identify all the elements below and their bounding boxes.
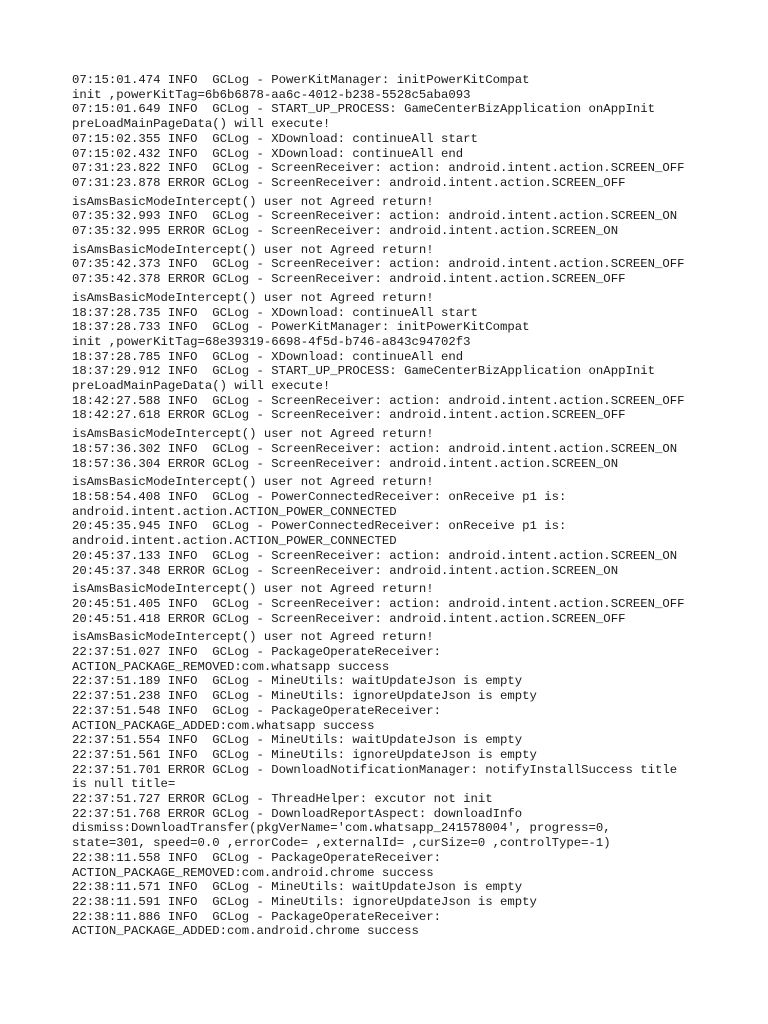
log-line: 18:42:27.588 INFO GCLog - ScreenReceiver: action: android.intent.action.SCREEN_OFF [72,393,685,408]
log-line: 18:57:36.302 INFO GCLog - ScreenReceiver: action: android.intent.action.SCREEN_ON [72,441,678,456]
log-entry [72,792,752,807]
log-entry [72,689,752,704]
log-line: isAmsBasicModeIntercept() user not Agreed return! [72,475,434,490]
log-entry [72,306,752,321]
log-entry [72,851,752,880]
log-line: 18:37:28.733 INFO GCLog - PowerKitManager: initPowerKitCompat [72,320,530,335]
log-entry [72,645,752,674]
log-line: 18:58:54.408 INFO GCLog - PowerConnectedReceiver: onReceive p1 is: [72,489,567,504]
log-line: 18:42:27.618 ERROR GCLog - ScreenReceiver: android.intent.action.SCREEN_OFF [72,408,626,423]
log-line: ACTION_PACKAGE_ADDED:com.android.chrome success [72,924,419,939]
log-entry [72,320,752,349]
log-entry [72,394,752,409]
log-entry [72,257,752,272]
log-entry [72,408,752,423]
log-entry [72,195,752,210]
log-entry [72,880,752,895]
log-entry [72,748,752,763]
log-entry [72,272,752,287]
log-line: 22:37:51.027 INFO GCLog - PackageOperateReceiver: [72,645,441,660]
log-line: 22:37:51.768 ERROR GCLog - DownloadReportAspect: downloadInfo [72,806,523,821]
log-entry [72,161,752,176]
log-line: 07:31:23.878 ERROR GCLog - ScreenReceiver: android.intent.action.SCREEN_OFF [72,175,626,190]
log-entry [72,704,752,733]
log-line: isAmsBasicModeIntercept() user not Agreed return! [72,290,434,305]
log-entry [72,490,752,519]
log-entry [72,582,752,597]
log-entry [72,147,752,162]
log-line: android.intent.action.ACTION_POWER_CONNECTED [72,534,397,549]
log-line: 22:37:51.727 ERROR GCLog - ThreadHelper: excutor not init [72,792,493,807]
log-entry [72,549,752,564]
log-line: 22:37:51.548 INFO GCLog - PackageOperateReceiver: [72,703,441,718]
log-entry [72,350,752,365]
log-entry [72,209,752,224]
log-line: isAmsBasicModeIntercept() user not Agreed return! [72,582,434,597]
log-entry [72,291,752,306]
log-line: 22:37:51.701 ERROR GCLog - DownloadNotificationManager: notifyInstallSuccess title [72,762,678,777]
log-line: 20:45:35.945 INFO GCLog - PowerConnectedReceiver: onReceive p1 is: [72,519,567,534]
log-line: 22:37:51.238 INFO GCLog - MineUtils: ignoreUpdateJson is empty [72,689,537,704]
log-entry [72,102,752,131]
log-line: 07:35:42.378 ERROR GCLog - ScreenReceiver: android.intent.action.SCREEN_OFF [72,272,626,287]
log-entry [72,442,752,457]
log-entry [72,427,752,442]
log-entry [72,132,752,147]
log-entry [72,763,752,792]
log-line: 07:35:32.995 ERROR GCLog - ScreenReceiver: android.intent.action.SCREEN_ON [72,224,619,239]
log-entry [72,733,752,748]
log-entry [72,475,752,490]
log-line: preLoadMainPageData() will execute! [72,117,331,132]
log-output [72,73,752,939]
log-line: is null title= [72,777,176,792]
log-entry [72,630,752,645]
log-line: state=301, speed=0.0 ,errorCode= ,externalId= ,curSize=0 ,controlType=-1) [72,836,611,851]
log-line: init ,powerKitTag=6b6b6878-aa6c-4012-b238-5528c5aba093 [72,87,471,102]
log-line: 07:15:02.432 INFO GCLog - XDownload: continueAll end [72,146,464,161]
log-line: 20:45:51.405 INFO GCLog - ScreenReceiver: action: android.intent.action.SCREEN_OFF [72,596,685,611]
log-line: isAmsBasicModeIntercept() user not Agreed return! [72,242,434,257]
log-line: ACTION_PACKAGE_REMOVED:com.android.chrome success [72,865,434,880]
log-line: 18:37:28.785 INFO GCLog - XDownload: continueAll end [72,349,464,364]
log-entry [72,457,752,472]
log-line: 18:37:28.735 INFO GCLog - XDownload: continueAll start [72,305,478,320]
log-entry [72,895,752,910]
log-line: isAmsBasicModeIntercept() user not Agreed return! [72,194,434,209]
log-line: 22:38:11.591 INFO GCLog - MineUtils: ignoreUpdateJson is empty [72,894,537,909]
log-line: 22:37:51.554 INFO GCLog - MineUtils: waitUpdateJson is empty [72,733,523,748]
log-entry [72,519,752,548]
log-line: 22:37:51.561 INFO GCLog - MineUtils: ignoreUpdateJson is empty [72,747,537,762]
log-line: 22:38:11.886 INFO GCLog - PackageOperateReceiver: [72,909,441,924]
log-entry [72,243,752,258]
log-line: 20:45:51.418 ERROR GCLog - ScreenReceiver: android.intent.action.SCREEN_OFF [72,611,626,626]
log-line: 20:45:37.133 INFO GCLog - ScreenReceiver: action: android.intent.action.SCREEN_ON [72,548,678,563]
log-entry [72,910,752,939]
log-line: init ,powerKitTag=68e39319-6698-4f5d-b746-a843c94702f3 [72,334,471,349]
log-entry [72,807,752,851]
log-line: preLoadMainPageData() will execute! [72,379,331,394]
log-line: ACTION_PACKAGE_REMOVED:com.whatsapp success [72,659,390,674]
log-line: 22:38:11.558 INFO GCLog - PackageOperateReceiver: [72,850,441,865]
log-line: 07:15:02.355 INFO GCLog - XDownload: continueAll start [72,131,478,146]
log-line: 07:35:32.993 INFO GCLog - ScreenReceiver: action: android.intent.action.SCREEN_ON [72,209,678,224]
log-line: 18:57:36.304 ERROR GCLog - ScreenReceiver: android.intent.action.SCREEN_ON [72,456,619,471]
log-entry [72,612,752,627]
log-line: 07:31:23.822 INFO GCLog - ScreenReceiver: action: android.intent.action.SCREEN_OFF [72,161,685,176]
log-entry [72,564,752,579]
log-line: 07:35:42.373 INFO GCLog - ScreenReceiver: action: android.intent.action.SCREEN_OFF [72,257,685,272]
log-entry [72,674,752,689]
log-line: 07:15:01.474 INFO GCLog - PowerKitManager: initPowerKitCompat [72,73,530,87]
log-line: 07:15:01.649 INFO GCLog - START_UP_PROCESS: GameCenterBizApplication onAppInit [72,102,655,117]
log-entry [72,597,752,612]
log-entry [72,73,752,102]
log-entry [72,224,752,239]
log-line: 20:45:37.348 ERROR GCLog - ScreenReceiver: android.intent.action.SCREEN_ON [72,563,619,578]
log-line: 18:37:29.912 INFO GCLog - START_UP_PROCESS: GameCenterBizApplication onAppInit [72,364,655,379]
log-line: 22:38:11.571 INFO GCLog - MineUtils: waitUpdateJson is empty [72,880,523,895]
log-line: android.intent.action.ACTION_POWER_CONNECTED [72,504,397,519]
log-line: ACTION_PACKAGE_ADDED:com.whatsapp success [72,718,375,733]
log-line: dismiss:DownloadTransfer(pkgVerName='com.whatsapp_241578004', progress=0, [72,821,611,836]
log-entry [72,176,752,191]
log-line: isAmsBasicModeIntercept() user not Agreed return! [72,630,434,645]
log-entry [72,364,752,393]
log-line: isAmsBasicModeIntercept() user not Agreed return! [72,427,434,442]
log-line: 22:37:51.189 INFO GCLog - MineUtils: waitUpdateJson is empty [72,674,523,689]
